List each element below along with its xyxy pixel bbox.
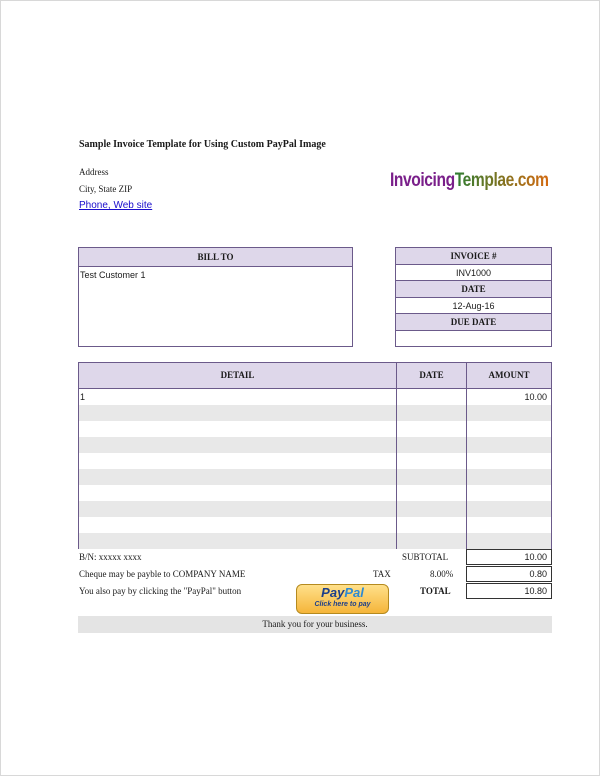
invoice-date: 12-Aug-16 — [396, 298, 551, 315]
date-cell — [397, 485, 467, 501]
invoice-number: INV1000 — [396, 265, 551, 282]
table-row — [79, 469, 551, 485]
amount-cell — [467, 453, 551, 469]
paypal-word-pay: Pay — [321, 585, 345, 600]
detail-table-header — [79, 363, 551, 389]
amount-cell: 10.00 — [524, 392, 547, 402]
paypal-word-pal: Pal — [344, 585, 364, 600]
bn-number: B/N: xxxxx xxxx — [79, 552, 142, 562]
total-label: TOTAL — [420, 586, 451, 596]
tax-value: 0.80 — [466, 566, 552, 582]
detail-cell — [79, 533, 397, 549]
table-row — [79, 501, 551, 517]
table-row — [79, 405, 551, 421]
amount-cell — [467, 469, 551, 485]
detail-cell — [79, 453, 397, 469]
detail-cell — [79, 437, 397, 453]
paypal-logo — [297, 585, 388, 600]
bill-to-box — [78, 247, 353, 347]
table-row — [79, 421, 551, 437]
paypal-caption: Click here to pay — [314, 601, 371, 608]
phone-web-link[interactable]: Phone, Web site — [79, 200, 153, 211]
amount-cell — [467, 405, 551, 421]
due-date — [396, 331, 551, 348]
date-column-header: DATE — [397, 363, 467, 388]
detail-cell — [79, 517, 397, 533]
amount-cell — [467, 485, 551, 501]
amount-cell — [467, 533, 551, 549]
amount-cell — [467, 437, 551, 453]
date-cell — [397, 517, 467, 533]
due-date-label: DUE DATE — [396, 314, 551, 331]
company-logo — [390, 170, 549, 192]
table-row — [79, 517, 551, 533]
amount-cell — [467, 517, 551, 533]
paypal-note: You also pay by clicking the "PayPal" button — [79, 586, 242, 596]
table-row — [79, 485, 551, 501]
date-cell — [397, 437, 467, 453]
document-title: Sample Invoice Template for Using Custom PayPal Image — [79, 139, 326, 150]
amount-cell — [467, 501, 551, 517]
bill-to-header: BILL TO — [79, 248, 352, 267]
detail-cell — [79, 405, 397, 421]
detail-cell — [79, 469, 397, 485]
table-row — [79, 533, 551, 549]
invoice-number-label: INVOICE # — [396, 248, 551, 265]
table-row — [79, 453, 551, 469]
total-value: 10.80 — [466, 583, 552, 599]
date-cell — [397, 533, 467, 549]
city-state-zip: City, State ZIP — [79, 184, 133, 194]
date-cell — [397, 501, 467, 517]
paypal-button[interactable] — [296, 584, 389, 614]
invoice-info-box — [395, 247, 552, 347]
detail-cell — [79, 421, 397, 437]
detail-cell — [79, 485, 397, 501]
detail-rows — [79, 389, 551, 549]
date-label: DATE — [396, 281, 551, 298]
detail-column-header: DETAIL — [79, 363, 397, 388]
table-row — [79, 437, 551, 453]
thank-you-banner: Thank you for your business. — [78, 616, 552, 633]
address-line: Address — [79, 167, 109, 177]
date-cell — [397, 421, 467, 437]
amount-cell — [467, 421, 551, 437]
subtotal-value: 10.00 — [466, 549, 552, 565]
detail-table — [78, 362, 552, 549]
subtotal-label: SUBTOTAL — [402, 552, 449, 562]
detail-cell: 1 — [79, 389, 397, 405]
date-cell — [397, 453, 467, 469]
date-cell — [397, 405, 467, 421]
date-cell — [397, 389, 467, 405]
tax-rate: 8.00% — [430, 569, 454, 579]
table-row — [79, 389, 551, 405]
tax-label: TAX — [373, 569, 391, 579]
logo-text-invoicing: Invoicing — [390, 170, 455, 191]
logo-text-domain: Templae.com — [454, 170, 549, 191]
date-cell — [397, 469, 467, 485]
detail-cell — [79, 501, 397, 517]
bill-to-customer: Test Customer 1 — [80, 270, 146, 280]
amount-column-header: AMOUNT — [488, 370, 530, 380]
cheque-note: Cheque may be payble to COMPANY NAME — [79, 569, 246, 579]
